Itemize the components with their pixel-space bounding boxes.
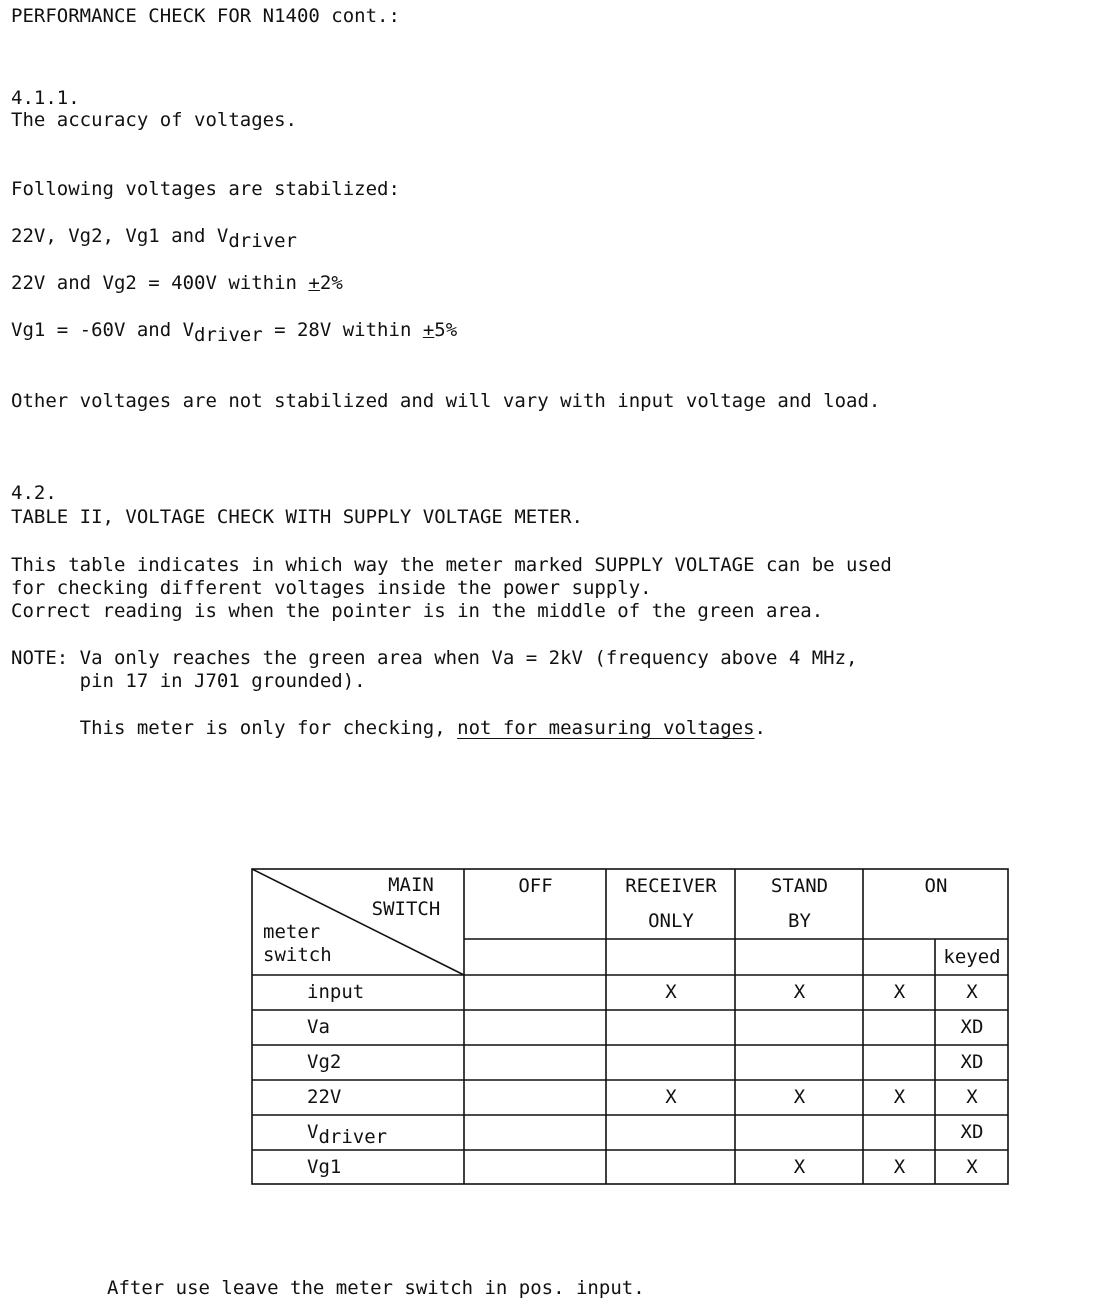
- row-label: input: [307, 981, 365, 1003]
- cell-standby: X: [793, 1156, 806, 1178]
- cell-receiver: X: [665, 981, 677, 1003]
- cell-standby: X: [793, 981, 806, 1003]
- section-number-42: 4.2.: [11, 482, 57, 504]
- row-label: $V_{driver}$: [307, 1121, 388, 1148]
- row-label: Vg1: [307, 1156, 342, 1178]
- row-label: Va: [307, 1016, 330, 1038]
- note-line-2: pin 17 in J701 grounded).: [11, 670, 366, 692]
- col-header-off: OFF: [518, 875, 553, 897]
- other-voltages-text: Other voltages are not stabilized and will vary with input voltage and load.: [11, 390, 881, 412]
- voltage-check-table: [251, 868, 1009, 1185]
- spec-line-1: 22V and Vg2 = 400V within +2%: [11, 272, 343, 294]
- row-label: Vg2: [307, 1051, 342, 1073]
- paragraph-line-1: This table indicates in which way the meter marked SUPPLY VOLTAGE can be used: [11, 554, 892, 576]
- cell-keyed: X: [966, 981, 978, 1003]
- cell-keyed: X: [966, 1156, 978, 1178]
- cell-keyed: XD: [960, 1051, 984, 1073]
- cell-keyed: X: [966, 1086, 978, 1108]
- spec-line-2: Vg1 = -60V and $V_{driver} = 28V$ within +5%: [11, 319, 458, 346]
- cell-receiver: X: [665, 1086, 677, 1108]
- section-number-411: 4.1.1.: [11, 87, 80, 109]
- note-line-3: This meter is only for checking, not for measuring voltages.: [11, 717, 766, 739]
- corner-label-switch: SWITCH: [371, 898, 441, 920]
- corner-label-meter-switch: switch: [263, 944, 332, 966]
- section-heading-411: The accuracy of voltages.: [11, 109, 297, 131]
- paragraph-line-3: Correct reading is when the pointer is in the middle of the green area.: [11, 600, 824, 622]
- row-label: 22V: [307, 1086, 342, 1108]
- underlined-warning: not for measuring voltages: [457, 717, 755, 739]
- section-heading-42: TABLE II, VOLTAGE CHECK WITH SUPPLY VOLTAGE METER.: [11, 506, 583, 528]
- corner-label-meter: meter: [263, 921, 321, 943]
- cell-on: X: [893, 981, 906, 1003]
- cell-on: X: [893, 1086, 906, 1108]
- note-line-1: NOTE: Va only reaches the green area when Va = 2kV (frequency above 4 MHz,: [11, 647, 858, 669]
- cell-standby: X: [793, 1086, 806, 1108]
- col-header-receiver-2: ONLY: [648, 910, 694, 932]
- col-header-on: ON: [924, 875, 948, 897]
- stabilized-intro: Following voltages are stabilized:: [11, 178, 400, 200]
- cell-on: X: [893, 1156, 906, 1178]
- col-header-standby-1: STAND: [770, 875, 829, 897]
- corner-label-main: MAIN: [388, 874, 434, 896]
- cell-keyed: XD: [960, 1016, 984, 1038]
- stabilized-list: 22V, Vg2, Vg1 and $V_{driver}$: [11, 225, 297, 252]
- col-header-keyed: keyed: [943, 946, 1001, 968]
- col-header-standby-2: BY: [788, 910, 811, 932]
- col-header-receiver-1: RECEIVER: [625, 875, 717, 897]
- paragraph-line-2: for checking different voltages inside the power supply.: [11, 577, 652, 599]
- cell-keyed: XD: [960, 1121, 984, 1143]
- footer-instruction: After use leave the meter switch in pos. input.: [107, 1277, 645, 1299]
- page-title: PERFORMANCE CHECK FOR N1400 cont.:: [11, 5, 400, 27]
